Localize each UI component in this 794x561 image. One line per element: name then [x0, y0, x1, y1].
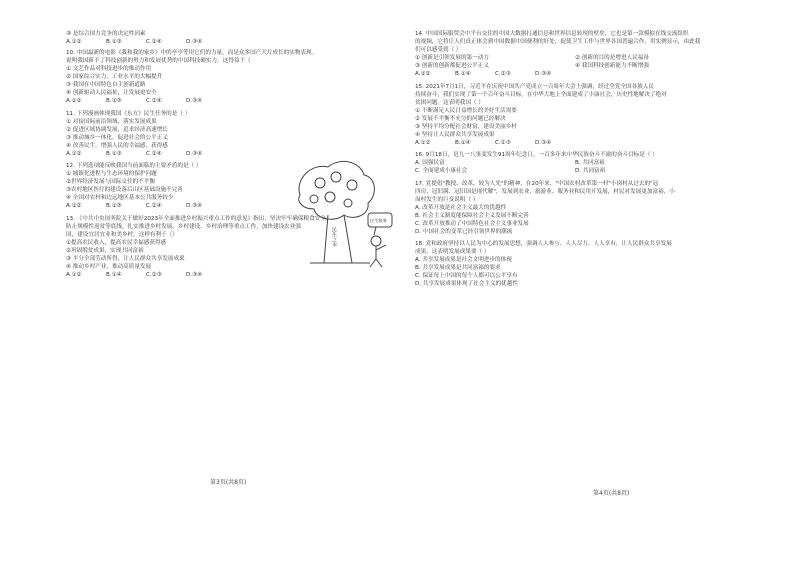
- question-15-stem-2: 持续奋斗，我们实现了第一个百年奋斗目标，在中华大地上全面建成了小康社会，历史性地解决了绝对: [415, 91, 667, 98]
- q18-option: D. 共享发展成果体现了社会主义的优越性: [415, 281, 518, 288]
- tree-label: 民生之本: [331, 227, 337, 247]
- q18-option: C. 保证每上中国的每个人都可以公平享有: [415, 273, 518, 280]
- question-13-stem-3: 国，建设宜居宜业和美乡村。这样有利于（）: [66, 231, 178, 238]
- sign-label: 民生服务: [370, 218, 387, 223]
- q13-item: ①提高农民收入，提高农民幸福感获得感: [66, 239, 167, 246]
- q13-item: ②巩固脱贫成果，实现共同富裕: [66, 247, 144, 254]
- question-13-stem-1: 13. 《中共中央国务院关于做好2023年全面推进乡村振兴重点工作的意见》指出，坚决牢牢确保粮食安全、: [66, 215, 332, 222]
- q16-options-row: C. 全面建成小康社会 D. 共同富裕: [415, 168, 606, 175]
- q15-item: ① 不断满足人民日益增长的美好生活需要: [415, 107, 517, 114]
- q10-item: ② 国家综合实力、工业水平的大幅提升: [66, 74, 163, 80]
- q15-item: ③ 坚持平均分配社会财富，建设美丽乡村: [415, 123, 517, 130]
- question-16-stem: 16. 9月18日，是九一八事变发生91周年纪念日，一百多年来中华民族奋斗不渝的奋斗目标是（ ）: [415, 152, 658, 159]
- q12-item: ④ 全国对农村和边远地区基本公共服务较少: [66, 195, 174, 202]
- q18-option: B. 共享发展成果是共同富裕的要求: [415, 265, 501, 272]
- q13-options: A.①② B.①④ C.②③ D.③④: [66, 271, 203, 278]
- q15-item: ② 发展不平衡不充分的问题已经解决: [415, 115, 506, 122]
- right-page: [397, 0, 794, 561]
- q10-options: A.①② B.①③ C.②④ D.③④: [66, 98, 203, 104]
- question-17-stem-2: 四房、冠旧满、冠旧国是现代解"，发展到农业、旅游业、服务业和民用开发展，村民对发展更加富裕，小: [415, 188, 675, 195]
- q13-item: ③ 平分全部劳动所得，让人民群众共享发展成果: [66, 255, 185, 262]
- left-top-options: A.①② B.①③ C.②④ D.③④: [66, 39, 203, 45]
- q17-option: B. 社会主义制度能保障社会主义发展不断完善: [415, 212, 529, 219]
- q14-items-row: ① 创新是引领发展的第一动力 ② 创新的目的是增进人民福祉: [415, 55, 649, 61]
- q11-item: ② 促进区域协调发展，追求经济高速增长: [66, 126, 168, 133]
- question-14-stem-3: 们可以感受到（ ）: [415, 47, 462, 53]
- q10-item: ④ 创新驱动人民福祉，让发展更安全: [66, 90, 157, 96]
- q16-options-row: A. 国强民富 B. 共同富裕: [415, 160, 605, 167]
- q17-option: A. 改革开放是社会主义最大的优越性: [415, 204, 507, 211]
- question-14-stem-1: 14. 中国国际服贸会中平台交往的中国大数据打通信息和世界信息转现的壁垒，它也是第一款模拟在线交流组织: [415, 31, 689, 37]
- question-15-stem-3: 贫困问题。这表明我国（ ）: [415, 99, 484, 106]
- left-page-number: 第3页(共8页): [210, 479, 247, 486]
- right-page-number: 第4页(共8页): [593, 490, 630, 497]
- q12-item: ① 城镇化进程与生态环境的保护问题: [66, 171, 157, 178]
- question-11-stem: 11. 下列漫画体现我国《东方》民生任务的是（ ）: [66, 110, 191, 117]
- q18-option: A. 共享发展成果是社会文明进步的体现: [415, 257, 512, 264]
- q17-option: C. 改革开放推动了中国特色社会主义事业发展: [415, 220, 529, 227]
- q10-item: ① 文艺作品对科技进步的推动作用: [66, 66, 152, 72]
- question-13-stem-2: 防止规模性返贫等底线，扎实推进乡村发展、乡村建设、乡村治理等重点工作，加快建设农业强: [66, 223, 301, 230]
- question-10-stem-2: 说明我国新不了科技创新的努力和发展优势的中国科技硬实力，这得益于（: [66, 58, 251, 64]
- question-12-stem: 12. 下列选项能反映我国当前面临的主要矛盾的是（ ）: [66, 163, 202, 170]
- q12-item: ③农村地区医疗的建设落后山区基础设施不完善: [66, 187, 183, 194]
- q11-item: ④ 改善民生，增强人民的幸福感，获得感: [66, 142, 168, 149]
- q13-item: ④ 推动乡村产业，推动高质量发展: [66, 263, 152, 270]
- q11-item: ① 对接国际前沿领域，落实发展成果: [66, 118, 157, 125]
- q11-options: A.①② B.①③ C.②④ D.③④: [66, 150, 203, 157]
- q15-options: A.①② B.①④ C.②③ D.③④: [415, 139, 552, 146]
- question-18-stem-2: 成果，这表明发展成果要（ ）: [415, 249, 490, 256]
- q12-item: ②世界经济发展与国际交往的不平衡: [66, 179, 155, 186]
- q12-options: A.①② B.①③ C.②④ D.③④: [66, 203, 203, 210]
- q15-item: ④ 坚持让人民群众共享发展成果: [415, 131, 495, 138]
- question-10-stem-1: 10. 中国最新的电影《我和我的家乡》中的亭亭等用它们的力量，而是众多国产大片成长的实物表现。: [66, 50, 318, 56]
- question-17-stem-3: 岗村发生的巨变说明（ ）: [415, 196, 479, 203]
- q17-option: D. 中国社会的变革已经引领世界的潮流: [415, 228, 513, 235]
- q14-options: A.①② B.①④ C.②③ D.③④: [415, 71, 552, 77]
- q14-items-row: ③ 创新的创新都促进公平正义 ④ 我国科技创新能力不断增强: [415, 63, 649, 69]
- question-14-stem-2: 的视频，它将让人们真正体会到中国数据中国便利的好处，促使卫生工作与世界各国普遍合作，用实例显示，由此我: [415, 39, 701, 45]
- question-18-stem-1: 18. 党和政府坚持以人民为中心的发展思想，强调人人参与、人人尽力、人人享有，让人民群众共享发展: [415, 241, 672, 248]
- question-17-stem-1: 17. 党提倡"教授、改革、较为人先"的精神，在20年来，"中国农村改革第一村"小岗村从过去的"冠: [415, 180, 659, 187]
- q11-item: ③ 推动城乡一体化，促进社会的公平正义: [66, 134, 168, 141]
- q10-item: ③ 我国在中国特色自主创新道路: [66, 82, 146, 88]
- left-top-item-1: ③ 是综合国力竞争的决定性因素: [66, 31, 146, 37]
- tree-cartoon-illustration: [290, 155, 402, 275]
- question-15-stem-1: 15. 2021年7月1日，习近平在庆祝中国共产党成立一百周年大会上强调，经过全党全国各族人民: [415, 83, 654, 90]
